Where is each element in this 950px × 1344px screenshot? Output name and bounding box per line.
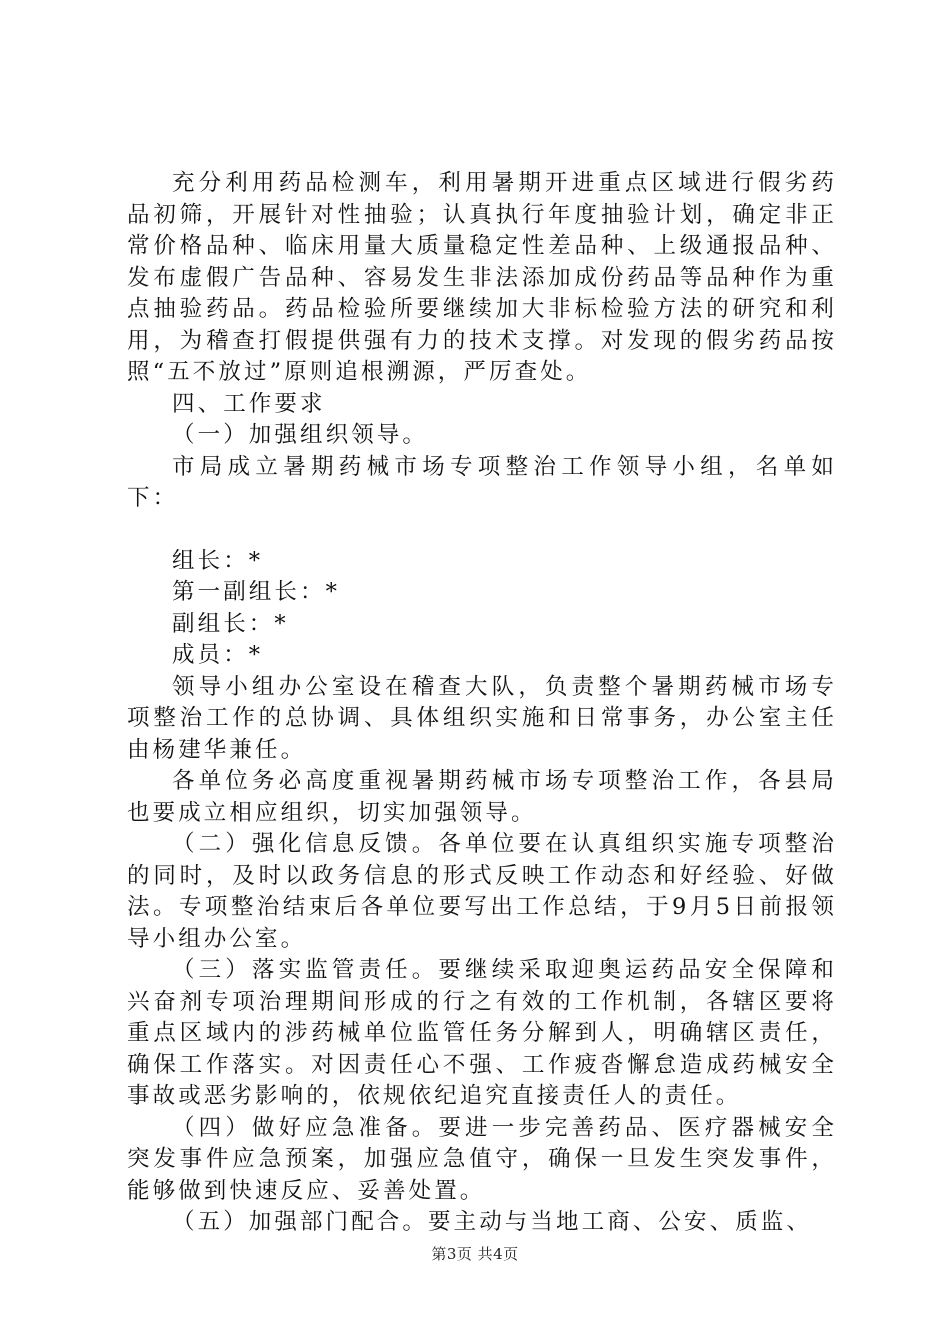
paragraph-feedback: （二）强化信息反馈。各单位要在认真组织实施专项整治的同时，及时以政务信息的形式反映工作动态和好经验、好做法。专项整治结束后各单位要写出工作总结，于9月5日前报领导小组办公室。 [127, 831, 837, 952]
paragraph-cooperation: （五）加强部门配合。要主动与当地工商、公安、质监、 [172, 1209, 813, 1235]
paragraph-responsibility: （三）落实监管责任。要继续采取迎奥运药品安全保障和兴奋剂专项治理期间形成的行之有效的工作机制，各辖区要将重点区域内的涉药械单位监管任务分解到人，明确辖区责任，确保工作落实。对因责任心不强、工作疲沓懈怠造成药械安全事故或恶劣影响的，依规依纪追究直接责任人的责任。 [127, 957, 837, 1109]
page-footer: 第3页 共4页 [431, 1245, 519, 1263]
paragraph-emergency: （四）做好应急准备。要进一步完善药品、医疗器械安全突发事件应急预案，加强应急值守，确保一旦发生突发事件，能够做到快速反应、妥善处置。 [127, 1114, 837, 1204]
list-item-first-deputy: 第一副组长：* [172, 579, 340, 605]
paragraph-office: 领导小组办公室设在稽查大队，负责整个暑期药械市场专项整治工作的总协调、具体组织实施和日常事务，办公室主任由杨建华兼任。 [127, 673, 837, 763]
section-heading-work-requirements: 四、工作要求 [172, 390, 326, 417]
paragraph-attention: 各单位务必高度重视暑期药械市场专项整治工作，各县局也要成立相应组织，切实加强领导。 [127, 768, 837, 826]
paragraph-sampling: 充分利用药品检测车，利用暑期开进重点区域进行假劣药品初筛，开展针对性抽验；认真执行年度抽验计划，确定非正常价格品种、临床用量大质量稳定性差品种、上级通报品种、发布虚假广告品种、容易发生非法添加成份药品等品种作为重点抽验药品。药品检验所要继续加大非标检验方法的研究和利用，为稽查打假提供强有力的技术支撑。对发现的假劣药品按照“五不放过”原则追根溯源，严厉查处。 [127, 170, 837, 385]
list-item-deputy: 副组长：* [172, 610, 289, 637]
list-item-members: 成员：* [172, 642, 264, 668]
subheading-organization: （一）加强组织领导。 [172, 422, 429, 448]
list-item-leader: 组长：* [172, 547, 264, 574]
paragraph-leading-group: 市局成立暑期药械市场专项整治工作领导小组，名单如下： [127, 453, 837, 511]
document-body [127, 168, 837, 1239]
